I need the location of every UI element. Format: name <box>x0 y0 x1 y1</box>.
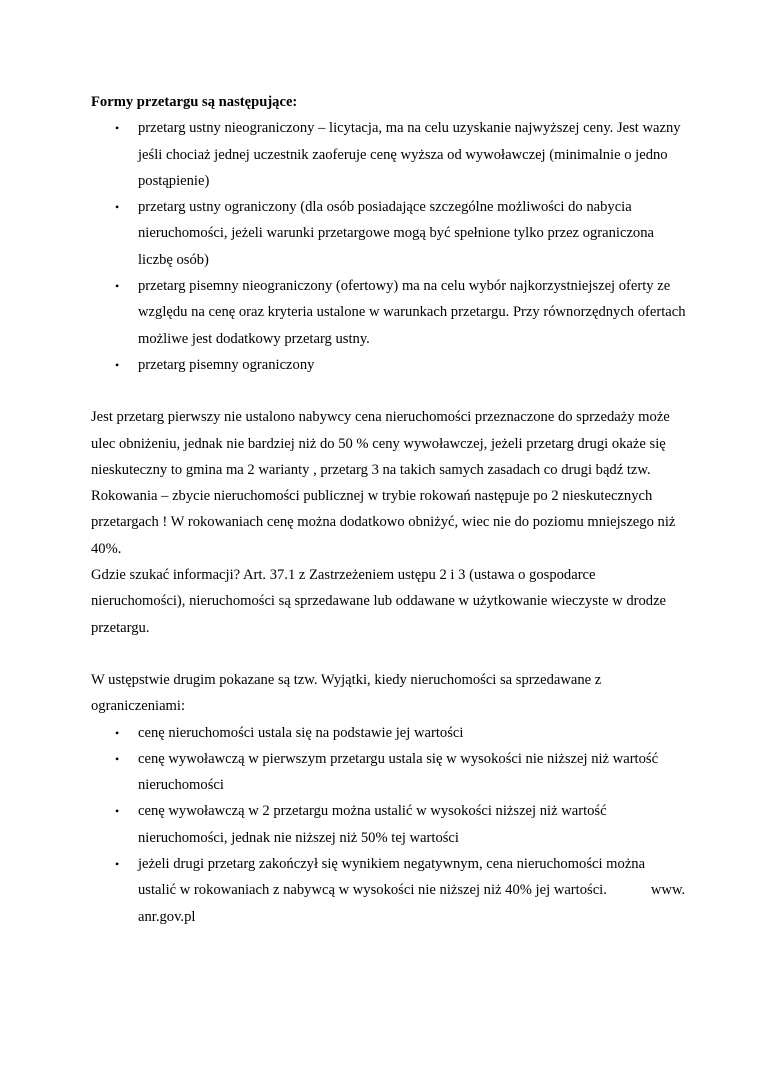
list-item <box>91 273 686 352</box>
list-item <box>91 851 686 930</box>
list-item <box>91 352 686 378</box>
bullet-icon: • <box>115 857 120 872</box>
list-item-text: cenę nieruchomości ustala się na podstawie jej wartości <box>138 724 464 741</box>
forms-list <box>91 115 686 378</box>
list-item-text: cenę wywoławczą w 2 przetargu można ustalić w wysokości niższej niż wartość nieruchomości, jednak nie niższej niż 50% tej wartości <box>138 803 607 846</box>
list-item-text: przetarg pisemny ograniczony <box>138 356 315 373</box>
paragraph-legal-basis: Gdzie szukać informacji? Art. 37.1 z Zastrzeżeniem ustępu 2 i 3 (ustawa o gospodarce nieruchomości), nieruchomości są sprzedawane lub oddawane w użytkowanie wieczyste w drodze przetargu. <box>91 567 667 636</box>
bullet-icon: • <box>115 121 120 136</box>
bullet-icon: • <box>115 751 120 766</box>
paragraph-exceptions-intro: W ustępstwie drugim pokazane są tzw. Wyjątki, kiedy nieruchomości sa sprzedawane z ograniczeniami: <box>91 671 602 715</box>
list-item-text: cenę wywoławczą w pierwszym przetargu ustala się w wysokości nie niższej niż wartość nieruchomości <box>138 750 659 794</box>
spacer <box>91 378 686 404</box>
website-url: www. anr.gov.pl <box>138 882 686 925</box>
exceptions-list <box>91 720 686 930</box>
bullet-icon: • <box>115 200 120 215</box>
list-item <box>91 798 686 851</box>
bullet-icon: • <box>115 357 120 372</box>
bullet-icon: • <box>115 725 120 740</box>
list-item <box>91 720 686 746</box>
paragraph-price-reduction: Jest przetarg pierwszy nie ustalono nabywcy cena nieruchomości przeznaczone do sprzedaży może ulec obniżeniu, jednak nie bardziej niż do 50 % ceny wywoławczej, jeżeli przetarg drugi okaże się nieskuteczny to gmina ma 2 warianty , przetarg 3 na takich samych zasadach co drugi bądź tzw. Rokowania – zbycie nieruchomości publicznej w trybie rokowań następuje po 2 nieskutecznych przetargach ! W rokowaniach cenę można dodatkowo obniżyć, wiec nie do poziomu mniejszego niż 40%. <box>91 409 676 557</box>
list-item-text: przetarg pisemny nieograniczony (ofertowy) ma na celu wybór najkorzystniejszej oferty ze względu na cenę oraz kryteria ustalone w warunkach przetargu. Przy równorzędnych ofertach możliwe jest dodatkowy przetarg ustny. <box>138 278 686 347</box>
spacer <box>91 641 686 667</box>
list-item <box>91 194 686 273</box>
list-item <box>91 746 686 799</box>
document-content <box>91 89 686 930</box>
list-item-text: przetarg ustny ograniczony (dla osób posiadające szczególne możliwości do nabycia nieruchomości, jeżeli warunki przetargowe mogą być spełnione tylko przez ograniczona liczbę osób) <box>138 199 654 268</box>
list-item-text: przetarg ustny nieograniczony – licytacja, ma na celu uzyskanie najwyższej ceny. Jest wazny jeśli chociaż jednej uczestnik zaoferuje cenę wyższa od wywoławczej (minimalnie o jedno postąpienie) <box>138 120 681 189</box>
list-item <box>91 115 686 194</box>
list-item-text: jeżeli drugi przetarg zakończył się wynikiem negatywnym, cena nieruchomości można ustalić w rokowaniach z nabywcą w wysokości nie niższej niż 40% jej wartości. <box>138 856 646 899</box>
bullet-icon: • <box>115 279 120 294</box>
section-heading: Formy przetargu są następujące: <box>91 94 298 110</box>
bullet-icon: • <box>115 804 120 819</box>
